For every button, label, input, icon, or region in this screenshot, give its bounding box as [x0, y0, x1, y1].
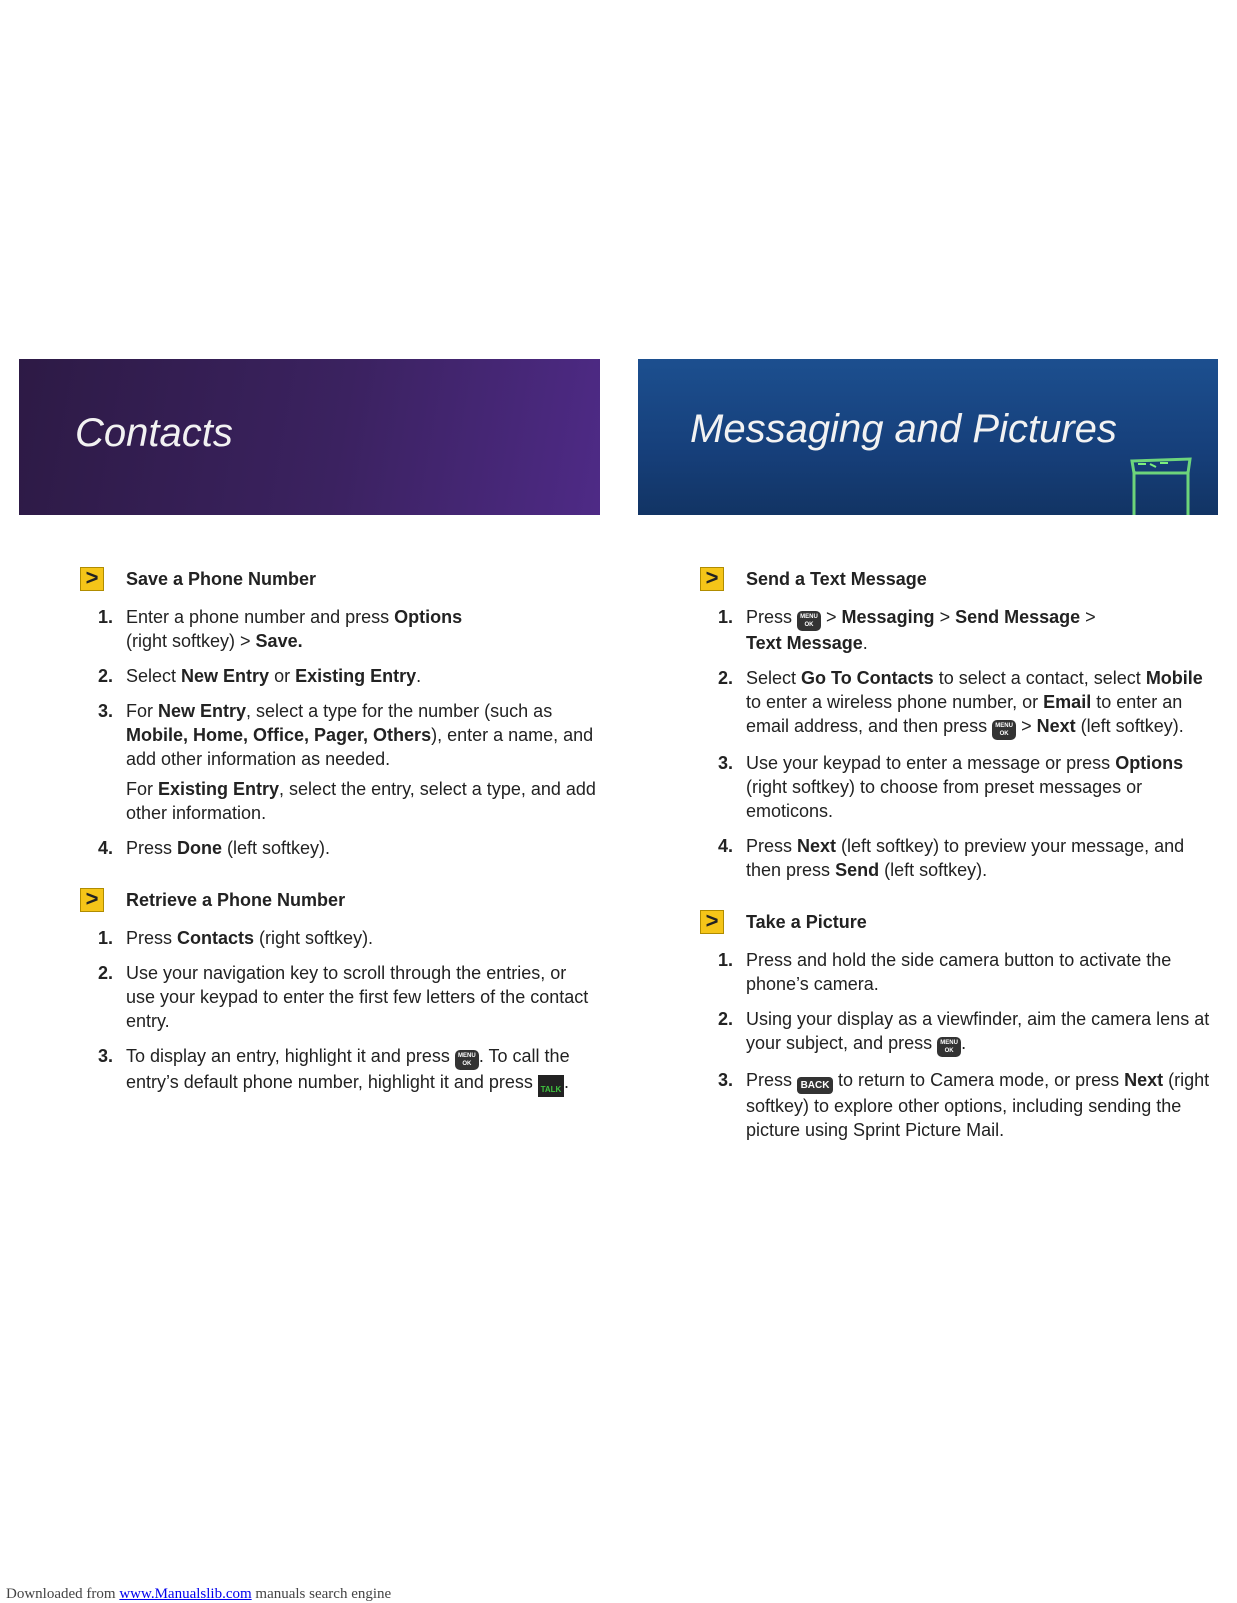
phone-outline-icon: [1126, 451, 1196, 515]
step: 1. Press MENU OK > Messaging > Send Message > Text Message.: [718, 607, 1096, 653]
manualslib-link[interactable]: www.Manualslib.com: [119, 1586, 252, 1602]
menu-ok-key-icon: MENU OK: [455, 1050, 479, 1070]
section-header: [80, 565, 600, 593]
talk-key-icon: TALK: [538, 1075, 564, 1097]
step: 2. Using your display as a viewfinder, aim the camera lens at your subject, and press MENU OK .: [700, 1007, 1220, 1057]
step: 3. Use your keypad to enter a message or press Options (right softkey) to choose from preset messages or emoticons.: [718, 753, 1184, 821]
step-note: For Existing Entry, select the entry, select a type, and add other information.: [126, 779, 596, 823]
arrow-icon: >: [80, 567, 104, 591]
steps-list: [80, 605, 600, 860]
section-title: Retrieve a Phone Number: [126, 889, 346, 910]
section-header: [80, 886, 600, 914]
step: 2. Use your navigation key to scroll through the entries, or use your keypad to enter the first few letters of the contact entry.: [98, 963, 589, 1031]
messaging-title: Messaging and Pictures: [690, 407, 1117, 451]
step: 1. Press Contacts (right softkey).: [98, 928, 374, 948]
section-title: Save a Phone Number: [126, 568, 317, 589]
left-column: [80, 565, 600, 1123]
step: 4. Press Done (left softkey).: [98, 838, 331, 858]
step: 3. For New Entry, select a type for the number (such as Mobile, Home, Office, Pager, Others), enter a name, and add other information as needed. For Existing Entry, select the entry, select a type, and add other information.: [80, 699, 600, 825]
step: 2. Select New Entry or Existing Entry.: [98, 666, 422, 686]
step: 3. Press BACK to return to Camera mode, or press Next (right softkey) to explore other options, including sending the picture using Sprint Picture Mail.: [718, 1070, 1210, 1140]
menu-ok-key-icon: MENU OK: [992, 720, 1016, 740]
menu-ok-key-icon: MENU OK: [937, 1037, 961, 1057]
steps-list: [700, 948, 1220, 1142]
step: 1. Press and hold the side camera button to activate the phone’s camera.: [718, 950, 1172, 994]
arrow-icon: >: [700, 910, 724, 934]
take-picture-section: [700, 908, 1220, 1142]
right-column: [700, 565, 1220, 1168]
step: 3. To display an entry, highlight it and press MENU OK . To call the entry’s default phone number, highlight it and press TALK .: [80, 1044, 600, 1097]
save-number-section: [80, 565, 600, 860]
section-header: [700, 565, 1220, 593]
section-title: Send a Text Message: [746, 568, 927, 589]
messaging-banner: [638, 359, 1218, 515]
contacts-banner: [19, 359, 600, 515]
step: 1. Enter a phone number and press Options (right softkey) > Save.: [98, 607, 463, 651]
retrieve-number-section: [80, 886, 600, 1097]
section-header: [700, 908, 1220, 936]
steps-list: [80, 926, 600, 1097]
menu-ok-key-icon: MENU OK: [797, 611, 821, 631]
contacts-title: Contacts: [75, 411, 233, 455]
back-key-icon: BACK: [797, 1077, 833, 1094]
steps-list: [700, 605, 1220, 882]
send-text-section: [700, 565, 1220, 882]
download-footer: Downloaded from www.Manualslib.com manuals search engine: [6, 1586, 392, 1602]
arrow-icon: >: [700, 567, 724, 591]
step: 2. Select Go To Contacts to select a contact, select Mobile to enter a wireless phone number, or Email to enter an email address, and then press MENU OK > Next (left softkey).: [700, 666, 1220, 740]
section-title: Take a Picture: [746, 911, 867, 932]
step: 4. Press Next (left softkey) to preview your message, and then press Send (left softkey).: [718, 836, 1185, 880]
arrow-icon: >: [80, 888, 104, 912]
